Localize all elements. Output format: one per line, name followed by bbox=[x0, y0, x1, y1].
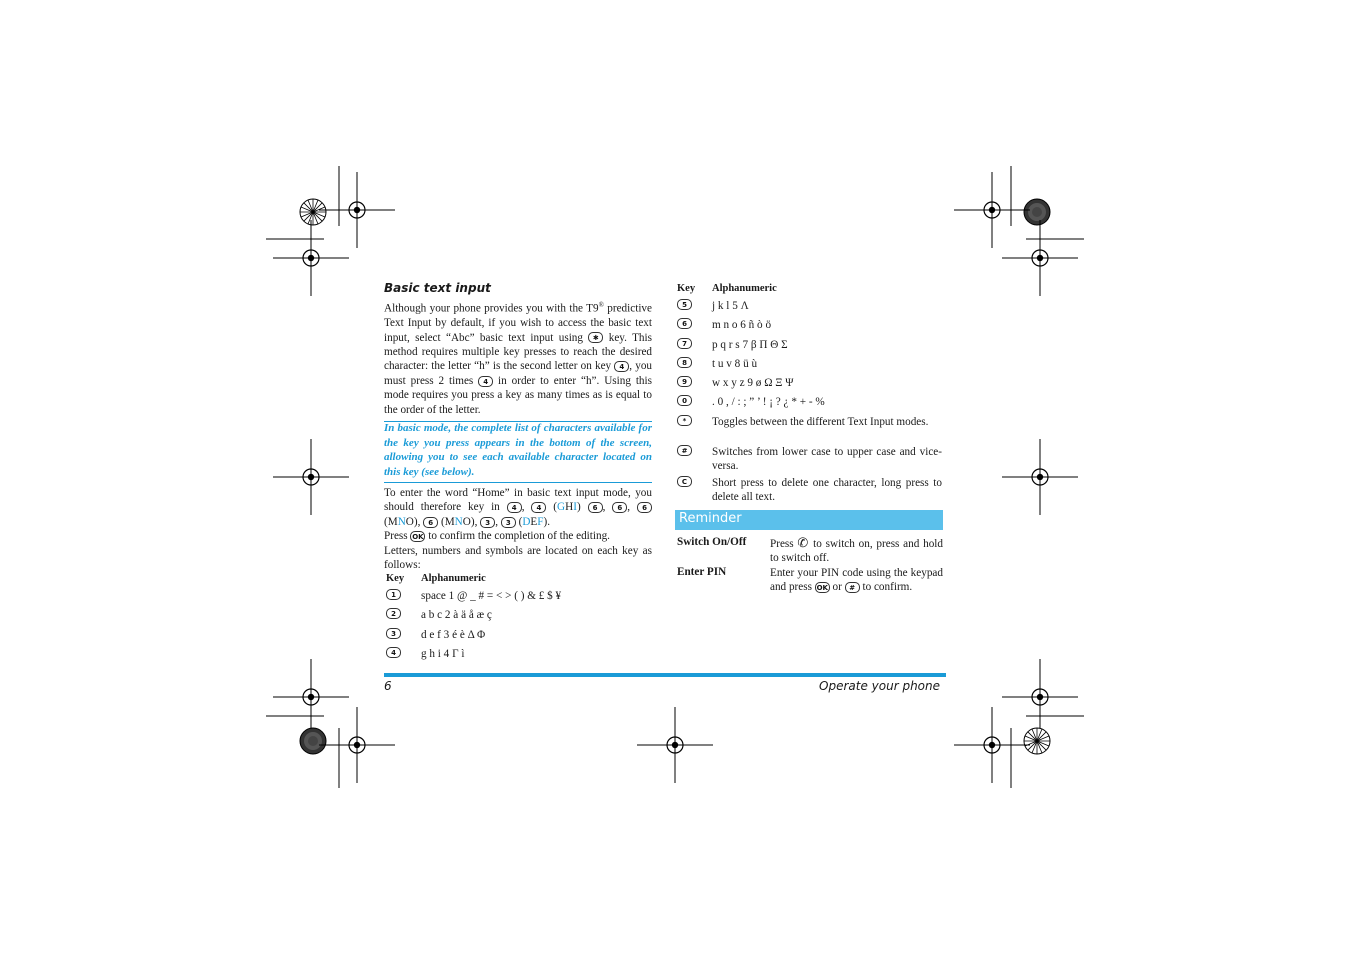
key-3-icon: 3 bbox=[386, 628, 401, 639]
table-row: 1 space 1 @ _ # = < > ( ) & £ $ ¥ bbox=[386, 589, 656, 608]
key-4-icon: 4 bbox=[478, 376, 493, 387]
key-1-icon: 1 bbox=[386, 589, 401, 600]
reminder-title: Reminder bbox=[675, 510, 943, 530]
table-row: 5 j k l 5 Λ bbox=[677, 299, 943, 318]
table-row: 0 . 0 , / : ; ” ’ ! ¡ ? ¿ * + - % bbox=[677, 395, 943, 414]
key-9-icon: 9 bbox=[677, 376, 692, 387]
key-8-icon: 8 bbox=[677, 357, 692, 368]
key-4-icon: 4 bbox=[531, 502, 546, 513]
basic-mode-note: In basic mode, the complete list of characters available for the key you press appears in the bottom of the screen, allowing you to see each available character located on this key (see below). bbox=[384, 422, 652, 478]
clear-key-icon: C bbox=[677, 476, 692, 487]
reminder-label-pin: Enter PIN bbox=[677, 566, 727, 578]
right-key-table bbox=[677, 283, 943, 506]
table-row: 3 d e f 3 é è Δ Φ bbox=[386, 628, 656, 647]
table-row: 9 w x y z 9 ø Ω Ξ Ψ bbox=[677, 376, 943, 395]
key-3-icon: 3 bbox=[501, 517, 516, 528]
key-6-icon: 6 bbox=[677, 318, 692, 329]
key-0-icon: 0 bbox=[677, 395, 692, 406]
key-3-icon: 3 bbox=[480, 517, 495, 528]
table-row: 2 a b c 2 à ä å æ ç bbox=[386, 608, 656, 627]
table-row: C Short press to delete one character, long press to delete all text. bbox=[677, 476, 943, 506]
left-key-table bbox=[386, 573, 656, 666]
footer-rule bbox=[384, 673, 946, 677]
table-header: Key Alphanumeric bbox=[386, 573, 486, 584]
hash-key-icon: # bbox=[677, 445, 692, 456]
intro-text: Although your phone provides you with the T9 bbox=[384, 302, 599, 315]
key-4-icon: 4 bbox=[386, 647, 401, 658]
ok-key-icon: OK bbox=[412, 533, 424, 542]
key-2-icon: 2 bbox=[386, 608, 401, 619]
chapter-title: Operate your phone bbox=[819, 679, 940, 693]
key-6-icon: 6 bbox=[637, 502, 652, 513]
intro-text: key. This method requires multiple key presses to reach the desired character: the letter “h” is the second letter on key bbox=[384, 331, 652, 373]
reminder-text-switch: Press ✆ to switch on, press and hold to switch off. bbox=[770, 535, 943, 565]
intro-text: , you must press 2 times bbox=[384, 360, 653, 387]
key-6-icon: 6 bbox=[612, 502, 627, 513]
key-6-icon: 6 bbox=[588, 502, 603, 513]
hash-key-icon: # bbox=[845, 582, 860, 593]
table-row: 6 m n o 6 ñ ò ö bbox=[677, 318, 943, 337]
reminder-label-switch: Switch On/Off bbox=[677, 536, 747, 548]
registered-mark: ® bbox=[598, 301, 604, 309]
key-4-icon: 4 bbox=[507, 502, 522, 513]
home-paragraph: To enter the word “Home” in basic text input mode, you should therefore key in 4 , 4 (GHI) 6 , 6 , 6 (MNO), 6 (MNO), 3 , 3 (DEF). Press OK to confirm the completion of the editing. Letters, numbers and symbols are located on each key as follows: bbox=[384, 487, 652, 572]
table-row: # Switches from lower case to upper case and vice-versa. bbox=[677, 445, 943, 476]
key-5-icon: 5 bbox=[677, 299, 692, 310]
ok-key-icon: OK bbox=[816, 584, 828, 593]
section-title: Basic text input bbox=[384, 281, 491, 295]
power-key-icon: ✆ bbox=[797, 535, 809, 550]
table-row: 8 t u v 8 ü ù bbox=[677, 357, 943, 376]
intro-text: predictive Text Input by default, if you wish to access the basic text input, select “Abc” basic text input using bbox=[384, 302, 652, 344]
table-row: 7 p q r s 7 β Π Θ Σ bbox=[677, 338, 943, 357]
reminder-text-pin: Enter your PIN code using the keypad and press OK or # to confirm. bbox=[770, 567, 943, 594]
key-6-icon: 6 bbox=[423, 517, 438, 528]
table-header: Key Alphanumeric bbox=[677, 283, 777, 294]
key-4-icon: 4 bbox=[614, 361, 629, 372]
table-row: 4 g h i 4 Γ ì bbox=[386, 647, 656, 666]
intro-paragraph bbox=[384, 298, 652, 417]
star-key-icon: ✱ bbox=[588, 332, 603, 343]
home-text: To enter the word “Home” in basic text input mode, you should therefore key in bbox=[384, 487, 652, 514]
note-rule-bottom bbox=[384, 482, 652, 483]
intro-text: in order to enter “h”. Using this mode requires you press a key as many times as is equal to the order of the letter. bbox=[384, 374, 652, 416]
page-number: 6 bbox=[384, 679, 392, 693]
table-row: * Toggles between the different Text Input modes. bbox=[677, 415, 943, 445]
star-key-icon: * bbox=[677, 415, 692, 426]
key-7-icon: 7 bbox=[677, 338, 692, 349]
